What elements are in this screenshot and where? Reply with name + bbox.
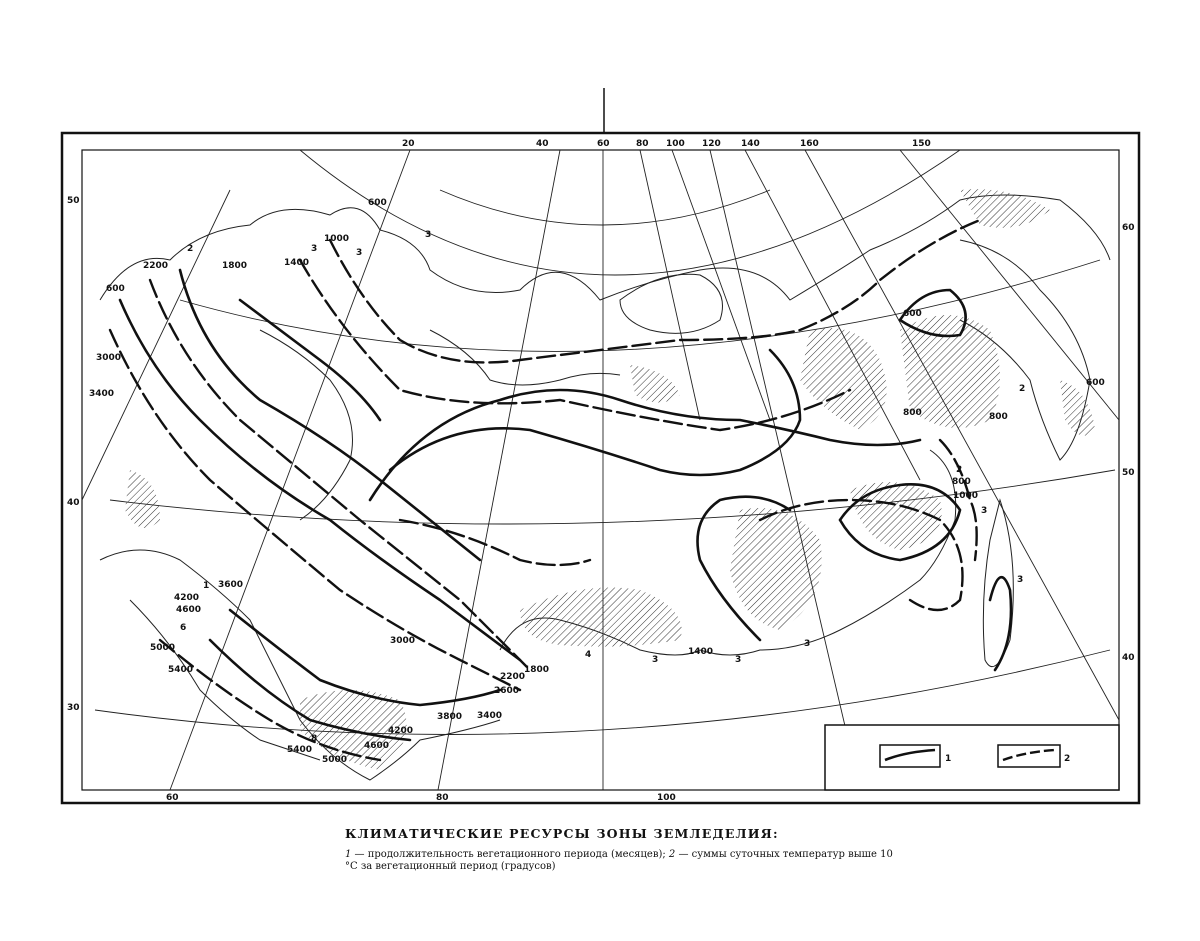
grid-label-right: 50 [1122, 468, 1135, 478]
temp-label: 5000 [322, 755, 348, 765]
grid-label-bottom: 80 [436, 793, 449, 803]
season-label: 6 [180, 623, 187, 633]
grid-label-right: 40 [1122, 653, 1135, 663]
temp-label: 800 [989, 412, 1008, 422]
caption-text [345, 849, 905, 873]
grid-label-left: 30 [67, 703, 80, 713]
season-label: 4 [585, 650, 592, 660]
temp-label: 600 [903, 309, 922, 319]
graticule [82, 150, 1119, 790]
temp-label: 2600 [494, 686, 520, 696]
temp-label: 1800 [222, 261, 248, 271]
legend-box [825, 725, 1119, 790]
legend-swatch-2 [998, 745, 1060, 767]
grid-label-top: 60 [597, 139, 610, 149]
map-inner-border [82, 150, 1119, 790]
map-outer-border [62, 133, 1139, 803]
grid-label-top: 80 [636, 139, 649, 149]
temp-label: 600 [1086, 378, 1105, 388]
grid-label-top: 20 [402, 139, 415, 149]
legend-label-2: 2 [1064, 754, 1071, 764]
grid-label-top: 40 [536, 139, 549, 149]
season-label: 8 [311, 734, 318, 744]
season-label: 3 [804, 639, 811, 649]
temp-label: 800 [903, 408, 922, 418]
season-label: 2 [956, 465, 963, 475]
temp-label: 3800 [437, 712, 463, 722]
temp-label: 600 [106, 284, 125, 294]
temp-label: 1000 [324, 234, 350, 244]
temp-label: 4600 [364, 741, 390, 751]
temp-label: 5400 [287, 745, 313, 755]
temp-label: 1800 [524, 665, 550, 675]
coastlines [100, 195, 1110, 780]
grid-label-right: 60 [1122, 223, 1135, 233]
grid-label-top: 100 [666, 139, 685, 149]
grid-label-bottom: 100 [657, 793, 676, 803]
grid-label-bottom: 60 [166, 793, 179, 803]
temp-label: 3000 [390, 636, 416, 646]
season-label: 3 [356, 248, 363, 258]
grid-label-top: 160 [800, 139, 819, 149]
season-label: 2 [187, 244, 194, 254]
temp-label: 600 [368, 198, 387, 208]
season-label: 3 [981, 506, 988, 516]
season-label: 1 [203, 581, 210, 591]
temp-label: 3600 [218, 580, 244, 590]
caption-item1-text: — продолжительность вегетационного периода (месяцев); [351, 849, 669, 860]
grid-label-left: 50 [67, 196, 80, 206]
temp-label: 800 [952, 477, 971, 487]
map-caption [345, 826, 905, 873]
temp-label: 3400 [89, 389, 115, 399]
graticule-labels [67, 139, 1135, 803]
legend-swatch-1 [880, 745, 940, 767]
temperature-labels [89, 198, 1105, 765]
season-label: 3 [1017, 575, 1024, 585]
temp-label: 1400 [688, 647, 714, 657]
caption-item2-number: 2 [668, 849, 676, 860]
season-label: 3 [425, 230, 432, 240]
temp-label: 1000 [953, 491, 979, 501]
temp-label: 4600 [176, 605, 202, 615]
temp-label: 1400 [284, 258, 310, 268]
grid-label-top: 140 [741, 139, 760, 149]
temp-label: 5000 [150, 643, 176, 653]
caption-title: КЛИМАТИЧЕСКИЕ РЕСУРСЫ ЗОНЫ ЗЕМЛЕДЕЛИЯ: [345, 826, 779, 841]
season-label: 3 [311, 244, 318, 254]
season-label: 3 [735, 655, 742, 665]
temp-label: 3000 [96, 353, 122, 363]
season-label: 3 [652, 655, 659, 665]
temp-label: 2200 [143, 261, 169, 271]
temp-label: 4200 [388, 726, 414, 736]
map-legend [825, 725, 1119, 790]
legend-label-1: 1 [945, 754, 952, 764]
grid-label-left: 40 [67, 498, 80, 508]
temp-label: 2200 [500, 672, 526, 682]
temp-label: 4200 [174, 593, 200, 603]
temp-label: 5400 [168, 665, 194, 675]
caption-item1-number: 1 [345, 849, 352, 860]
season-label: 2 [1019, 384, 1026, 394]
grid-label-top: 120 [702, 139, 721, 149]
grid-label-top: 150 [912, 139, 931, 149]
caption-item2-text: — суммы суточных температур выше 10 °С за вегетационный период (градусов) [345, 849, 893, 872]
temp-label: 3400 [477, 711, 503, 721]
